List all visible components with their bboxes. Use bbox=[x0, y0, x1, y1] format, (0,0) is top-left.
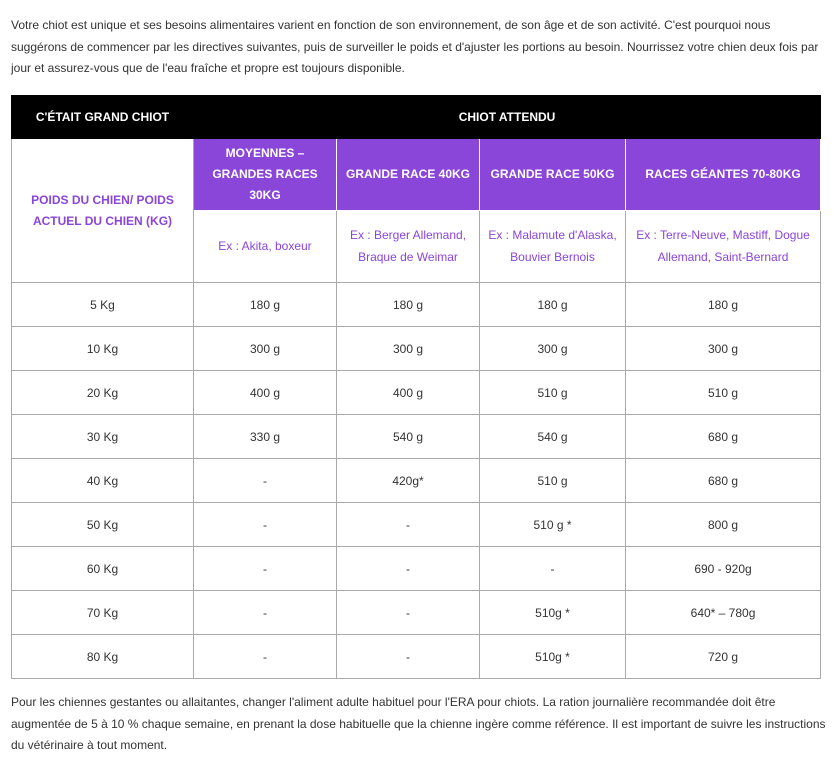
weight-cell: 50 Kg bbox=[12, 503, 194, 547]
table-header-row bbox=[12, 96, 821, 139]
table-row bbox=[12, 371, 821, 415]
ration-cell: - bbox=[337, 547, 480, 591]
header-was-big-puppy: C'ÉTAIT GRAND CHIOT bbox=[12, 96, 194, 139]
ration-cell: - bbox=[480, 547, 626, 591]
ration-cell: 540 g bbox=[337, 415, 480, 459]
ration-cell: - bbox=[194, 547, 337, 591]
table-row bbox=[12, 547, 821, 591]
ration-cell: 690 - 920g bbox=[626, 547, 821, 591]
outro-paragraph: Pour les chiennes gestantes ou allaitantes, changer l'aliment adulte habituel pour l'ERA pour chiots. La ration journalière recommandée doit être augmentée de 5 à 10 % chaque semaine, en prenant la dose habituelle que la chienne ingère comme référence. Il est important de suivre les instructions du vétérinaire à tout moment. bbox=[11, 695, 826, 752]
ration-cell: 510g * bbox=[480, 635, 626, 679]
example-medium-large: Ex : Akita, boxeur bbox=[194, 211, 337, 283]
ration-cell: 640* – 780g bbox=[626, 591, 821, 635]
intro-paragraph: Votre chiot est unique et ses besoins alimentaires varient en fonction de son environnement, de son âge et de son activité. C'est pourquoi nous suggérons de commencer par les directives suivantes, puis de surveiller le poids et d'ajuster les portions au besoin. Nourrissez votre chien deux fois par jour et assurez-vous que de l'eau fraîche et propre est toujours disponible. bbox=[11, 18, 819, 75]
column-header-medium-large: MOYENNES – GRANDES RACES 30KG bbox=[194, 139, 337, 211]
ration-cell: - bbox=[194, 591, 337, 635]
column-header-large-40: GRANDE RACE 40KG bbox=[337, 139, 480, 211]
table-row bbox=[12, 283, 821, 327]
ration-cell: 510g * bbox=[480, 591, 626, 635]
ration-cell: - bbox=[337, 635, 480, 679]
ration-cell: 420g* bbox=[337, 459, 480, 503]
ration-cell: - bbox=[194, 459, 337, 503]
ration-cell: 330 g bbox=[194, 415, 337, 459]
feeding-table bbox=[11, 95, 821, 679]
ration-cell: 180 g bbox=[480, 283, 626, 327]
ration-cell: 300 g bbox=[337, 327, 480, 371]
ration-cell: 400 g bbox=[337, 371, 480, 415]
table-row bbox=[12, 503, 821, 547]
table-row bbox=[12, 591, 821, 635]
table-row bbox=[12, 327, 821, 371]
ration-cell: 300 g bbox=[480, 327, 626, 371]
ration-cell: 510 g * bbox=[480, 503, 626, 547]
weight-cell: 60 Kg bbox=[12, 547, 194, 591]
ration-cell: 680 g bbox=[626, 415, 821, 459]
weight-cell: 5 Kg bbox=[12, 283, 194, 327]
weight-cell: 10 Kg bbox=[12, 327, 194, 371]
breed-header-row bbox=[12, 139, 821, 211]
table-row bbox=[12, 459, 821, 503]
ration-cell: 510 g bbox=[480, 371, 626, 415]
weight-cell: 20 Kg bbox=[12, 371, 194, 415]
weight-cell: 40 Kg bbox=[12, 459, 194, 503]
ration-cell: 510 g bbox=[626, 371, 821, 415]
column-header-large-50: GRANDE RACE 50KG bbox=[480, 139, 626, 211]
weight-cell: 30 Kg bbox=[12, 415, 194, 459]
ration-cell: 180 g bbox=[194, 283, 337, 327]
ration-cell: 510 g bbox=[480, 459, 626, 503]
example-large-40: Ex : Berger Allemand, Braque de Weimar bbox=[337, 211, 480, 283]
column-header-giant: RACES GÉANTES 70-80KG bbox=[626, 139, 821, 211]
ration-cell: 180 g bbox=[337, 283, 480, 327]
ration-cell: 540 g bbox=[480, 415, 626, 459]
ration-cell: 300 g bbox=[194, 327, 337, 371]
weight-cell: 80 Kg bbox=[12, 635, 194, 679]
table-row bbox=[12, 635, 821, 679]
example-large-50: Ex : Malamute d'Alaska, Bouvier Bernois bbox=[480, 211, 626, 283]
weight-cell: 70 Kg bbox=[12, 591, 194, 635]
ration-cell: 720 g bbox=[626, 635, 821, 679]
ration-cell: - bbox=[194, 635, 337, 679]
weight-column-header: POIDS DU CHIEN/ POIDS ACTUEL DU CHIEN (KG) bbox=[12, 139, 194, 283]
ration-cell: 300 g bbox=[626, 327, 821, 371]
header-expected-puppy: CHIOT ATTENDU bbox=[194, 96, 821, 139]
ration-cell: 680 g bbox=[626, 459, 821, 503]
ration-cell: 800 g bbox=[626, 503, 821, 547]
ration-cell: 180 g bbox=[626, 283, 821, 327]
ration-cell: - bbox=[337, 591, 480, 635]
ration-cell: - bbox=[337, 503, 480, 547]
ration-cell: 400 g bbox=[194, 371, 337, 415]
ration-cell: - bbox=[194, 503, 337, 547]
example-giant: Ex : Terre-Neuve, Mastiff, Dogue Allemand, Saint-Bernard bbox=[626, 211, 821, 283]
table-row bbox=[12, 415, 821, 459]
